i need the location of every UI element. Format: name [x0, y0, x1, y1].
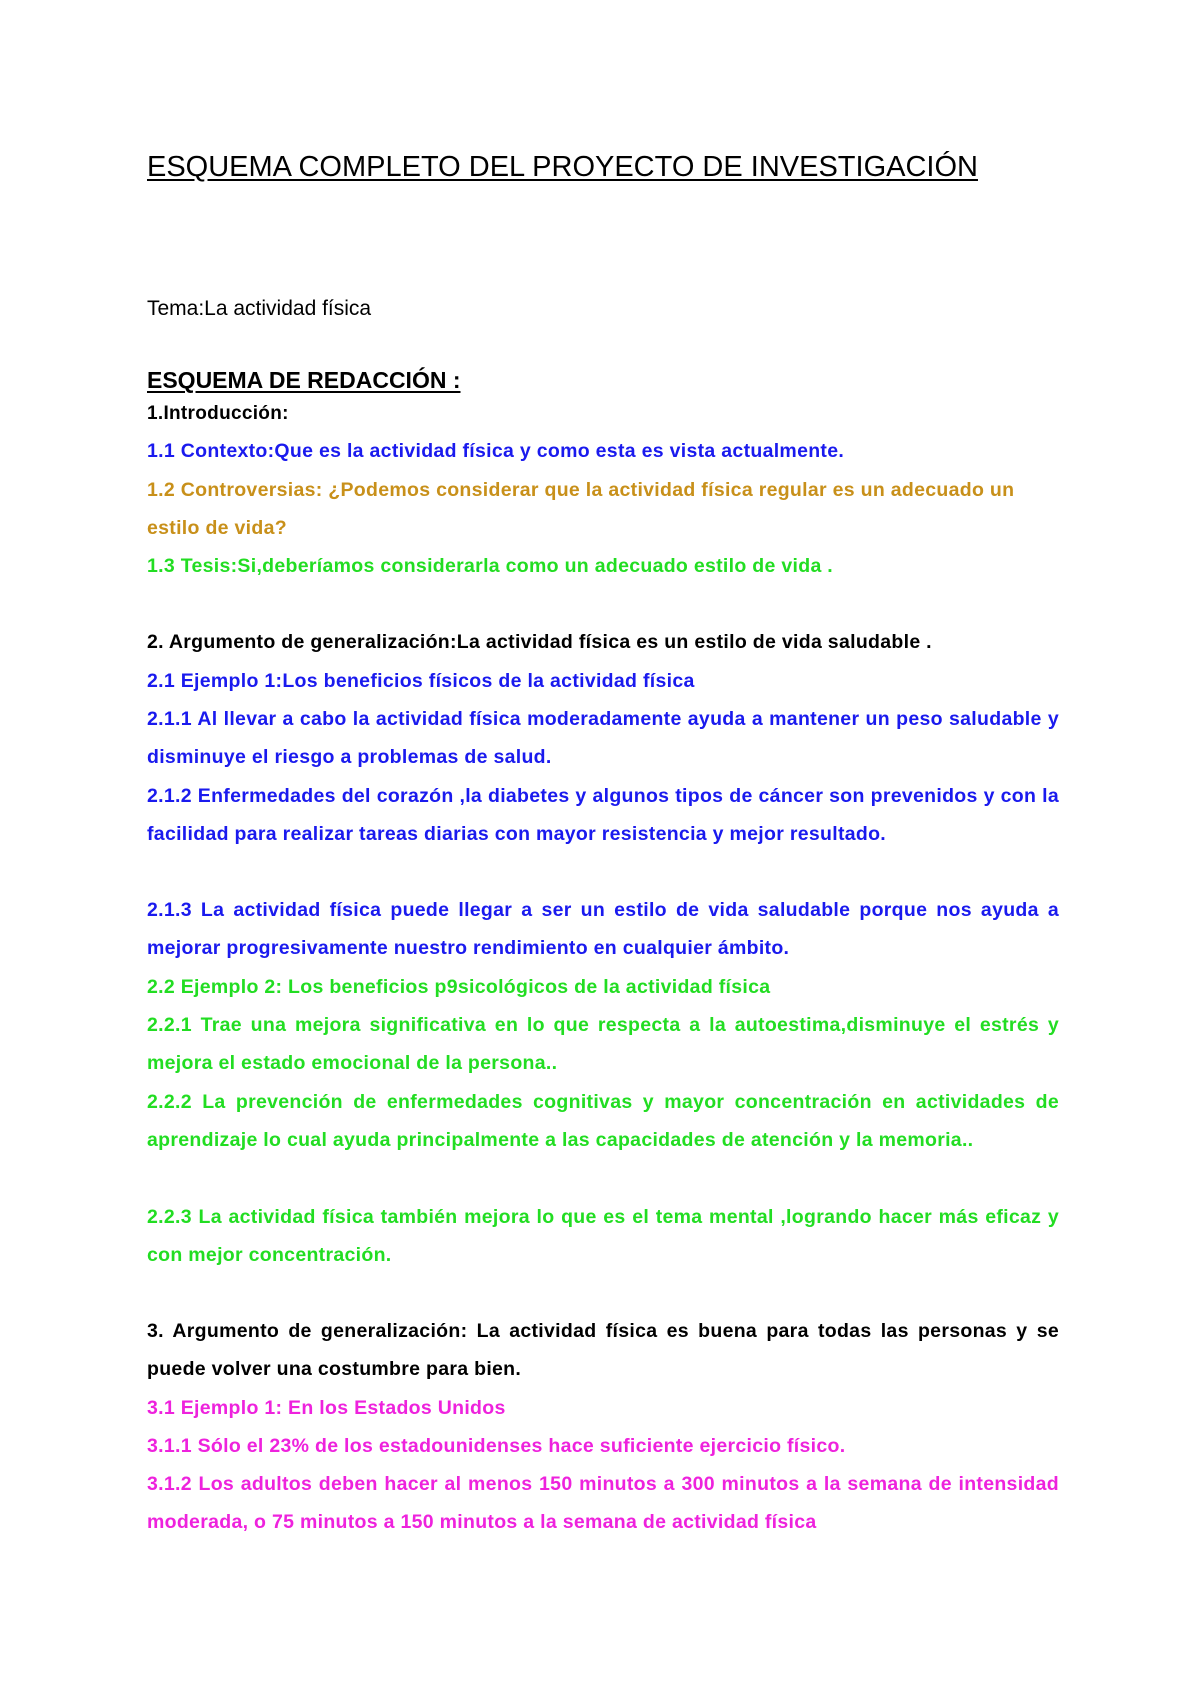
arg3-example1-point1: 3.1.1 Sólo el 23% de los estadounidenses hace suficiente ejercicio físico. — [147, 1435, 846, 1457]
intro-thesis: 1.3 Tesis:Si,deberíamos considerarla como un adecuado estilo de vida . — [147, 555, 834, 577]
intro-controversy: 1.2 Controversias: ¿Podemos considerar que la actividad física regular es un adecuado un estilo de vida? — [147, 479, 1015, 539]
arg2-example1-title: 2.1 Ejemplo 1:Los beneficios físicos de la actividad física — [147, 670, 695, 692]
arg2-example1-point2: 2.1.2 Enfermedades del corazón ,la diabetes y algunos tipos de cáncer son prevenidos y con la facilidad para realizar tareas diarias con mayor resistencia y mejor resultado. — [147, 785, 1059, 845]
document-topic: Tema:La actividad física — [147, 297, 372, 320]
arg3-example1-point2: 3.1.2 Los adultos deben hacer al menos 150 minutos a 300 minutos a la semana de intensidad moderada, o 75 minutos a 150 minutos a la semana de actividad física — [147, 1473, 1059, 1533]
document-title: ESQUEMA COMPLETO DEL PROYECTO DE INVESTIGACIÓN — [147, 151, 978, 183]
intro-context: 1.1 Contexto:Que es la actividad física y como esta es vista actualmente. — [147, 440, 845, 462]
arg2-example1-point3: 2.1.3 La actividad física puede llegar a ser un estilo de vida saludable porque nos ayuda a mejorar progresivamente nuestro rendimiento en cualquier ámbito. — [147, 899, 1059, 959]
section-heading: ESQUEMA DE REDACCIÓN : — [147, 367, 461, 393]
arg2-example2-point1: 2.2.1 Trae una mejora significativa en lo que respecta a la autoestima,disminuye el estrés y mejora el estado emocional de la persona.. — [147, 1014, 1059, 1074]
intro-heading: 1.Introducción: — [147, 403, 289, 424]
arg2-example2-point3: 2.2.3 La actividad física también mejora lo que es el tema mental ,logrando hacer más eficaz y con mejor concentración. — [147, 1206, 1059, 1266]
arg2-example1-point1: 2.1.1 Al llevar a cabo la actividad física moderadamente ayuda a mantener un peso saludable y disminuye el riesgo a problemas de salud. — [147, 708, 1059, 768]
arg2-example2-point2: 2.2.2 La prevención de enfermedades cognitivas y mayor concentración en actividades de aprendizaje lo cual ayuda principalmente a las capacidades de atención y la memoria.. — [147, 1091, 1059, 1151]
arg2-example2-title: 2.2 Ejemplo 2: Los beneficios p9sicológicos de la actividad física — [147, 976, 771, 998]
arg2-heading: 2. Argumento de generalización:La actividad física es un estilo de vida saludable . — [147, 631, 932, 653]
arg3-example1-title: 3.1 Ejemplo 1: En los Estados Unidos — [147, 1397, 506, 1419]
arg3-heading: 3. Argumento de generalización: La actividad física es buena para todas las personas y se puede volver una costumbre para bien. — [147, 1320, 1059, 1380]
